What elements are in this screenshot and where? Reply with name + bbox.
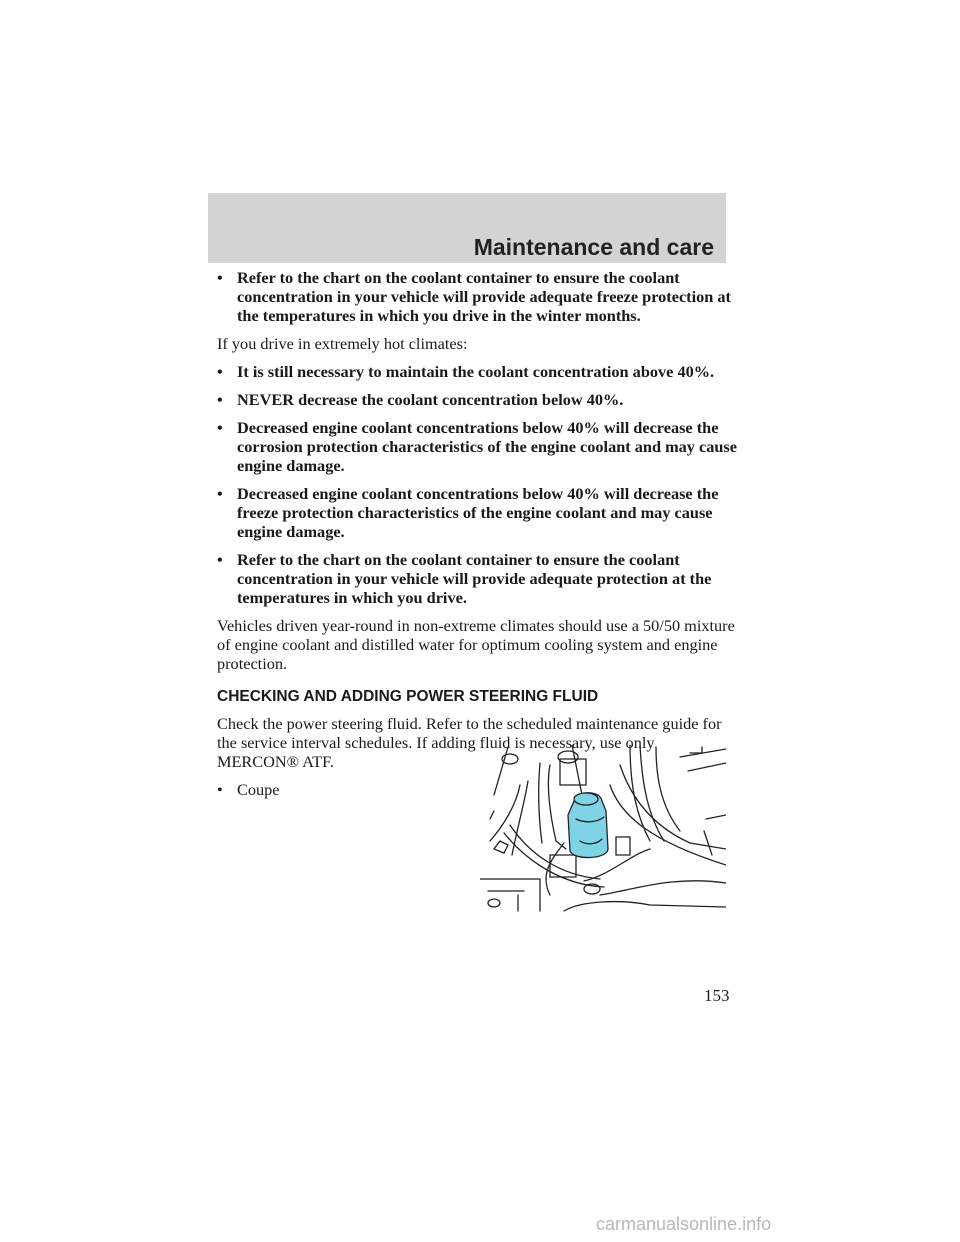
nonextreme-paragraph: Vehicles driven year-round in non-extreme climates should use a 50/50 mixture of engine coolant and distilled water for optimum cooling system and engine protection. (217, 616, 735, 673)
bullet-item (217, 390, 737, 409)
steering-paragraph: Check the power steering fluid. Refer to the scheduled maintenance guide for the service interval schedules. If adding fluid is necessary, use only MERCON® ATF. (217, 714, 722, 771)
bullet-glyph: • (217, 390, 223, 409)
bullet-glyph: • (217, 550, 223, 569)
watermark: carmanualsonline.info (596, 1214, 772, 1234)
bullet-text: NEVER decrease the coolant concentration below 40%. (237, 390, 624, 409)
bullet-text: Refer to the chart on the coolant container to ensure the coolant concentration in your vehicle will provide adequate freeze protection at the temperatures in which you drive in the winter months. (237, 268, 731, 325)
bullet-text: Decreased engine coolant concentrations below 40% will decrease the freeze protection characteristics of the engine coolant and may cause engine damage. (237, 484, 719, 541)
bullet-text: Decreased engine coolant concentrations below 40% will decrease the corrosion protection characteristics of the engine coolant and may cause engine damage. (237, 418, 737, 475)
bullet-text: Refer to the chart on the coolant container to ensure the coolant concentration in your vehicle will provide adequate protection at the temperatures in which you drive. (237, 550, 712, 607)
bullet-text: Coupe (237, 780, 280, 799)
bullet-glyph: • (217, 780, 223, 799)
bullet-text: It is still necessary to maintain the coolant concentration above 40%. (237, 362, 715, 381)
section-title: Maintenance and care (473, 234, 714, 260)
bullet-glyph: • (217, 418, 223, 437)
bullet-item (217, 550, 737, 607)
page-content (217, 268, 737, 808)
bullet-item (217, 268, 737, 325)
page-number: 153 (704, 986, 730, 1005)
engine-bay-illustration (480, 745, 726, 913)
bullet-item (217, 418, 737, 475)
section-heading: CHECKING AND ADDING POWER STEERING FLUID (217, 688, 599, 705)
header-band (208, 193, 726, 263)
bullet-item (217, 484, 737, 541)
bullet-item (217, 362, 737, 381)
hot-climates-intro: If you drive in extremely hot climates: (217, 334, 468, 353)
bullet-glyph: • (217, 484, 223, 503)
bullet-glyph: • (217, 268, 223, 287)
bullet-glyph: • (217, 362, 223, 381)
